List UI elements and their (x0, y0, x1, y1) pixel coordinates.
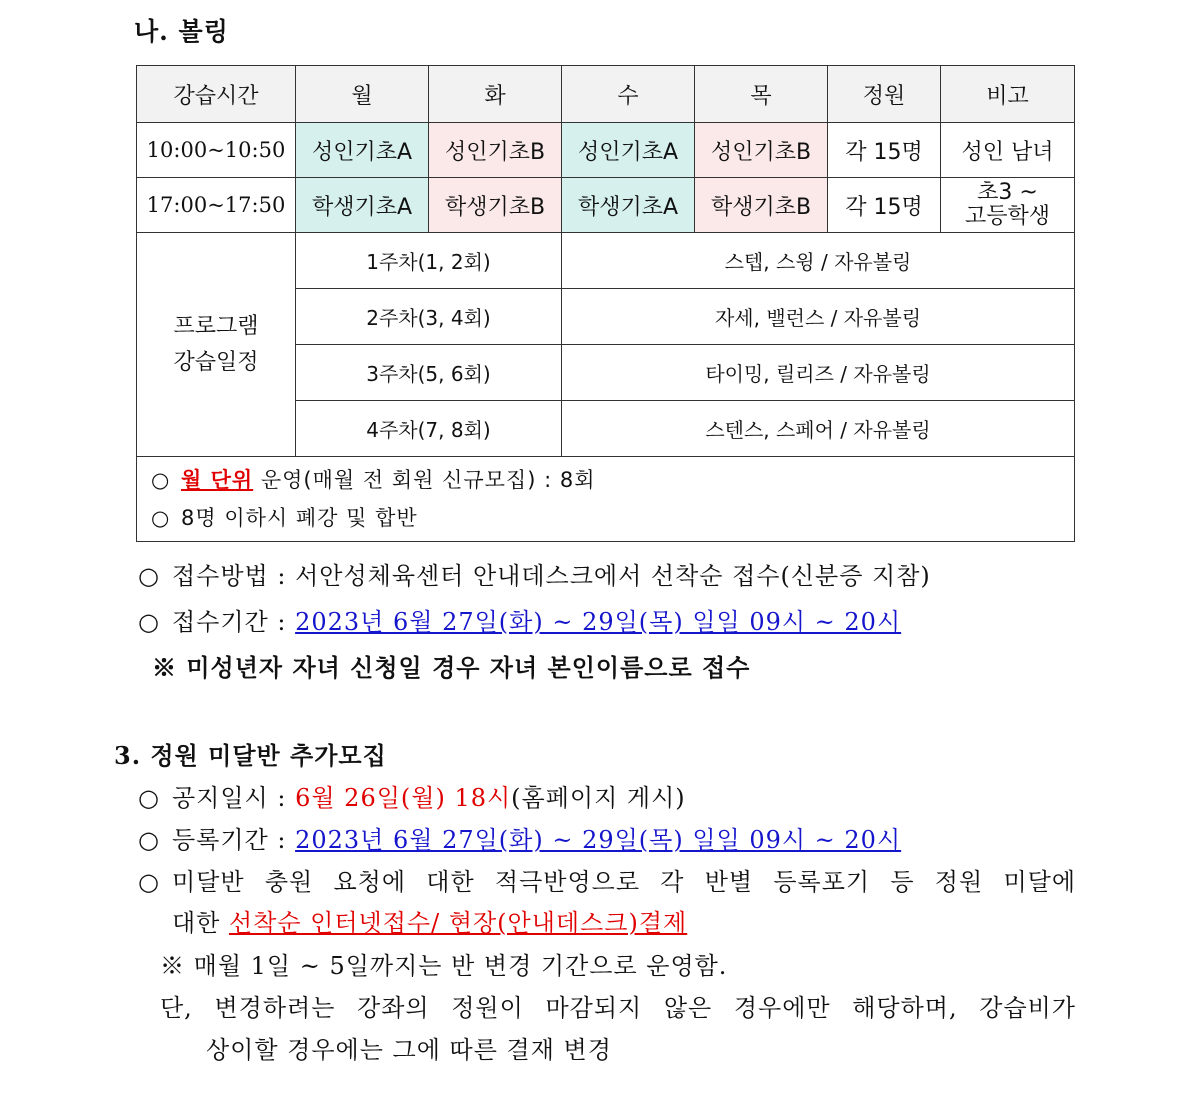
week-content: 자세, 밸런스 / 자유볼링 (562, 289, 1075, 345)
week-label: 1주차(1, 2회) (296, 233, 562, 289)
program-label-line: 강습일정 (173, 349, 259, 375)
program-label (137, 233, 296, 457)
desc-line-1 (138, 862, 1076, 897)
cell-capacity: 각 15명 (828, 123, 941, 178)
week-label: 3주차(5, 6회) (296, 345, 562, 401)
header-time: 강습시간 (137, 66, 296, 123)
cell-class: 학생기초B (429, 178, 562, 233)
register-label: 등록기간 : (172, 826, 296, 854)
note-text: 8명 이하시 폐강 및 합반 (181, 506, 418, 530)
notes-cell (137, 457, 1075, 542)
header-wed: 수 (562, 66, 695, 123)
cell-class: 학생기초B (695, 178, 828, 233)
section3-title: 3. 정원 미달반 추가모집 (114, 741, 387, 770)
desc-prefix: 대한 (172, 909, 229, 937)
header-tue: 화 (429, 66, 562, 123)
week-label: 2주차(3, 4회) (296, 289, 562, 345)
exception-line-1: 단, 변경하려는 강좌의 정원이 마감되지 않은 경우에만 해당하며, 강습비가 (160, 994, 1076, 1022)
cell-class: 성인기초B (695, 123, 828, 178)
cell-time: 17:00~17:50 (137, 178, 296, 233)
header-note: 비고 (941, 66, 1075, 123)
notice-rest: (홈페이지 게시) (511, 784, 686, 812)
bullet-icon: ○ (151, 506, 171, 530)
header-thu: 목 (695, 66, 828, 123)
table-header-row (137, 66, 1075, 123)
monthly-unit-highlight: 월 단위 (181, 468, 254, 492)
reception-period (138, 602, 901, 637)
bullet-icon: ○ (138, 784, 160, 812)
week-row (137, 233, 1075, 289)
note-line-1 (151, 461, 1060, 499)
cell-note (941, 178, 1075, 233)
bullet-icon: ○ (138, 562, 160, 590)
note-line: 고등학생 (964, 204, 1050, 229)
desc-highlight: 선착순 인터넷접수/ 현장(안내데스크)결제 (229, 909, 688, 937)
reception-method (138, 556, 931, 591)
exception-line-2: 상이할 경우에는 그에 따른 결재 변경 (206, 1036, 612, 1064)
week-content: 타이밍, 릴리즈 / 자유볼링 (562, 345, 1075, 401)
register-value: 2023년 6월 27일(화) ~ 29일(목) 일일 09시 ~ 20시 (295, 826, 902, 854)
reception-period-value: 2023년 6월 27일(화) ~ 29일(목) 일일 09시 ~ 20시 (295, 608, 902, 636)
bullet-icon: ○ (138, 608, 160, 636)
note-line-2 (151, 499, 1060, 537)
notes-row (137, 457, 1075, 542)
desc-text: 미달반 충원 요청에 대한 적극반영으로 각 반별 등록포기 등 정원 미달에 (172, 868, 1076, 896)
header-mon: 월 (296, 66, 429, 123)
minor-note: ※ 미성년자 자녀 신청일 경우 자녀 본인이름으로 접수 (152, 653, 751, 682)
cell-class: 성인기초B (429, 123, 562, 178)
bowling-schedule-table (136, 65, 1075, 542)
change-period-note: ※ 매월 1일 ~ 5일까지는 반 변경 기간으로 운영함. (160, 952, 728, 980)
section-title-bowling: 나. 볼링 (134, 17, 229, 46)
cell-capacity: 각 15명 (828, 178, 941, 233)
header-capacity: 정원 (828, 66, 941, 123)
bullet-icon: ○ (151, 468, 171, 492)
cell-note: 성인 남녀 (941, 123, 1075, 178)
week-content: 스텝, 스윙 / 자유볼링 (562, 233, 1075, 289)
reception-method-text: 접수방법 : 서안성체육센터 안내데스크에서 선착순 접수(신분증 지참) (172, 562, 931, 590)
register-period (138, 820, 901, 855)
note-text: 운영(매월 전 회원 신규모집) : 8회 (253, 468, 596, 492)
notice-date (138, 778, 686, 813)
program-label-line: 프로그램 (173, 313, 259, 339)
table-row (137, 178, 1075, 233)
cell-class: 학생기초A (562, 178, 695, 233)
week-label: 4주차(7, 8회) (296, 401, 562, 457)
notice-label: 공지일시 : (172, 784, 296, 812)
cell-class: 학생기초A (296, 178, 429, 233)
desc-line-2 (172, 903, 687, 938)
week-content: 스텐스, 스페어 / 자유볼링 (562, 401, 1075, 457)
note-line: 초3 ~ (977, 180, 1038, 205)
bullet-icon: ○ (138, 826, 160, 854)
cell-class: 성인기초A (562, 123, 695, 178)
table-row (137, 123, 1075, 178)
cell-class: 성인기초A (296, 123, 429, 178)
bullet-icon: ○ (138, 868, 160, 896)
reception-period-label: 접수기간 : (172, 608, 296, 636)
cell-time: 10:00~10:50 (137, 123, 296, 178)
notice-value: 6월 26일(월) 18시 (295, 784, 512, 812)
